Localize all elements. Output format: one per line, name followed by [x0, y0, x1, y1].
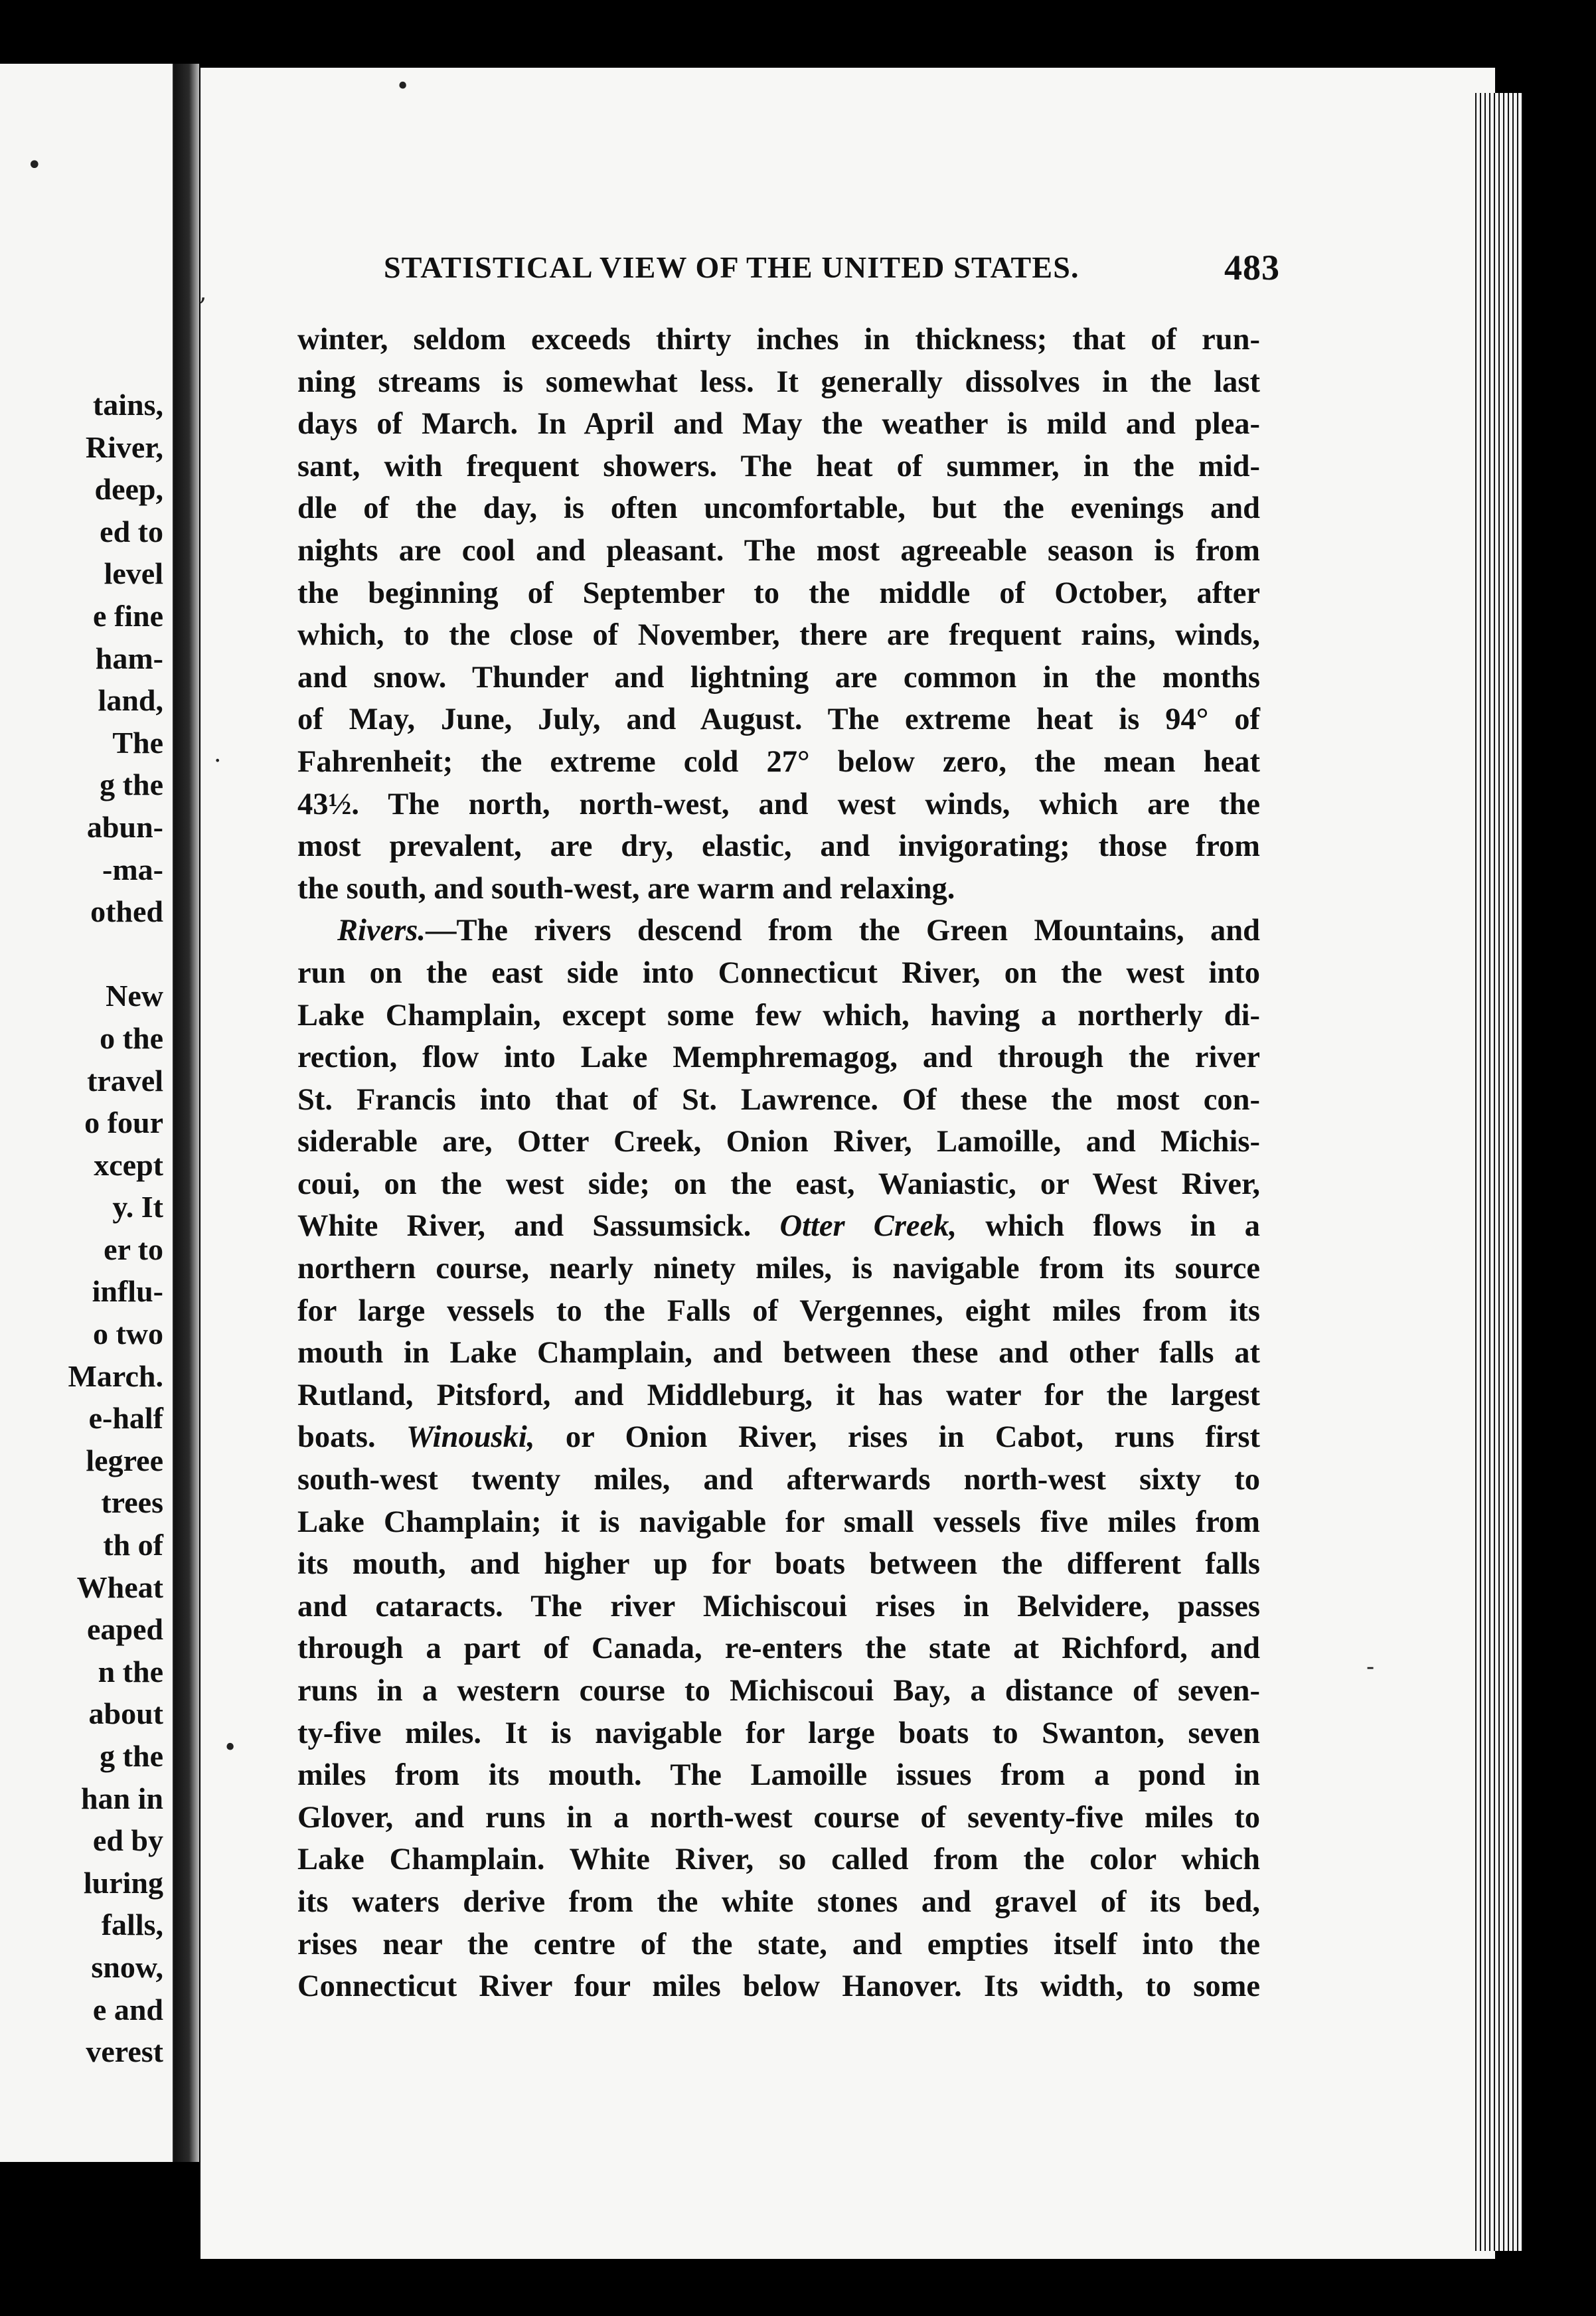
page-body — [297, 319, 1260, 2008]
text-line: Rutland, Pitsford, and Middleburg, it has water for the largest — [297, 1378, 1260, 1412]
left-page-fragment: The — [112, 725, 163, 760]
rivers-lines-b — [297, 1248, 1260, 1416]
text-line: winter, seldom exceeds thirty inches in thickness; that of run- — [297, 323, 1260, 357]
running-title: STATISTICAL VIEW OF THE UNITED STATES. — [384, 250, 1079, 284]
stray-mark: - — [1366, 1653, 1375, 1681]
text-line: and cataracts. The river Michiscoui rises in Belvidere, passes — [297, 1589, 1260, 1623]
left-page-fragment: g the — [100, 768, 163, 802]
rivers-lines-c — [297, 1459, 1260, 2008]
left-page-fragment: xcept — [94, 1147, 163, 1182]
text-line: Lake Champlain, except some few which, having a northerly di- — [297, 998, 1260, 1033]
text-line: the south, and south-west, are warm and relaxing. — [297, 871, 955, 906]
text-line — [297, 1416, 1260, 1459]
text-line: Glover, and runs in a north-west course of seventy-five miles to — [297, 1800, 1260, 1835]
text-line: ty-five miles. It is navigable for large boats to Swanton, seven — [297, 1716, 1260, 1750]
text-run: which flows in a — [985, 1209, 1260, 1244]
text-line: sant, with frequent showers. The heat of summer, in the mid- — [297, 449, 1260, 483]
stray-mark: · — [214, 748, 222, 775]
left-page-fragment: n the — [98, 1654, 163, 1689]
text-line: Lake Champlain. White River, so called from the color which — [297, 1843, 1260, 1877]
left-page-fragment: about — [88, 1696, 163, 1731]
text-line: the beginning of September to the middle of October, after — [297, 576, 1260, 610]
text-line: Lake Champlain; it is navigable for small vessels five miles from — [297, 1505, 1260, 1539]
text-line: run on the east side into Connecticut River, on the west into — [297, 955, 1260, 990]
text-line: St. Francis into that of St. Lawrence. Of these the most con- — [297, 1082, 1260, 1117]
text-line: and snow. Thunder and lightning are common in the months — [297, 660, 1260, 695]
text-line: coui, on the west side; on the east, Waniastic, or West River, — [297, 1167, 1260, 1201]
left-page-edge — [0, 64, 174, 2162]
left-page-fragment: falls, — [101, 1908, 163, 1942]
left-page-fragment: level — [104, 556, 163, 591]
left-page-fragment: tains, — [92, 388, 163, 422]
stray-mark: , — [199, 279, 207, 306]
text-run: boats. — [297, 1420, 376, 1455]
text-line: Connecticut River four miles below Hanover. Its width, to some — [297, 1969, 1260, 2004]
text-line: siderable are, Otter Creek, Onion River, Lamoille, and Michis- — [297, 1125, 1260, 1159]
river-name-winouski: Winouski, — [406, 1420, 535, 1455]
left-page-fragment: han in — [80, 1781, 163, 1815]
left-page-fragment: snow, — [91, 1949, 163, 1984]
left-page-fragment: g the — [100, 1739, 163, 1773]
river-name-otter-creek: Otter Creek, — [779, 1209, 957, 1244]
text-line: through a part of Canada, re-enters the state at Richford, and — [297, 1631, 1260, 1666]
left-page-fragment: e and — [92, 1992, 163, 2027]
stray-mark: • — [27, 150, 42, 181]
text-line: dle of the day, is often uncomfortable, but the evenings and — [297, 491, 1260, 526]
left-page-fragment: ham- — [95, 641, 163, 675]
left-page-fragment: ed to — [100, 514, 163, 548]
text-line: 43½. The north, north-west, and west winds, which are the — [297, 787, 1260, 821]
left-page-text-fragments — [68, 384, 163, 2073]
text-line — [297, 1205, 1260, 1248]
left-page-fragment: eaped — [87, 1612, 163, 1647]
stray-mark: • — [223, 1734, 238, 1762]
left-page-fragment: e-half — [88, 1401, 163, 1436]
left-page-fragment: e fine — [92, 598, 163, 633]
left-page-fragment: trees — [101, 1485, 163, 1520]
text-line: rises near the centre of the state, and empties itself into the — [297, 1927, 1260, 1961]
paragraph-rivers — [297, 910, 1260, 2007]
text-run: or Onion River, rises in Cabot, runs first — [565, 1420, 1260, 1455]
left-page-fragment: River, — [85, 430, 163, 464]
paragraph-climate — [297, 319, 1260, 910]
left-page-fragment: o two — [92, 1317, 163, 1351]
left-page-fragment: Wheat — [76, 1570, 163, 1604]
page-edges — [1475, 93, 1523, 2251]
left-page-fragment: deep, — [94, 472, 163, 507]
left-page-fragment: o the — [100, 1021, 163, 1055]
left-page-fragment: othed — [90, 894, 163, 929]
left-page-fragment: -ma- — [102, 852, 163, 886]
text-line: northern course, nearly ninety miles, is navigable from its source — [297, 1252, 1260, 1286]
left-page-fragment — [68, 933, 163, 975]
stray-mark: • — [396, 73, 410, 100]
left-page-fragment: y. It — [112, 1190, 163, 1224]
text-line: Fahrenheit; the extreme cold 27° below zero, the mean heat — [297, 744, 1260, 779]
running-header — [384, 248, 1280, 288]
text-line: most prevalent, are dry, elastic, and invigorating; those from — [297, 829, 1260, 864]
text-line: of May, June, July, and August. The extreme heat is 94° of — [297, 703, 1260, 737]
left-page-fragment: er to — [104, 1232, 163, 1266]
left-page-fragment: March. — [68, 1359, 163, 1393]
section-heading-rivers: Rivers. — [337, 914, 426, 948]
left-page-fragment: New — [106, 979, 163, 1013]
text-line — [297, 910, 1260, 952]
text-line: its mouth, and higher up for boats between the different falls — [297, 1547, 1260, 1582]
text-line: south-west twenty miles, and afterwards north-west sixty to — [297, 1463, 1260, 1497]
left-page-fragment: influ- — [92, 1274, 163, 1309]
text-line: runs in a western course to Michiscoui Bay, a distance of seven- — [297, 1674, 1260, 1708]
text-line: for large vessels to the Falls of Vergennes, eight miles from its — [297, 1293, 1260, 1328]
text-line: its waters derive from the white stones and gravel of its bed, — [297, 1884, 1260, 1919]
left-page-fragment: luring — [83, 1865, 163, 1900]
text-run: White River, and Sassumsick. — [297, 1209, 752, 1244]
left-page-fragment: abun- — [86, 809, 163, 844]
text-run: —The rivers descend from the Green Mountains, and — [426, 914, 1260, 948]
text-line: days of March. In April and May the weather is mild and plea- — [297, 407, 1260, 442]
left-page-fragment: travel — [87, 1063, 163, 1098]
page-number: 483 — [1224, 248, 1280, 288]
text-line: rection, flow into Lake Memphremagog, and through the river — [297, 1040, 1260, 1075]
left-page-fragment: verest — [86, 2034, 163, 2069]
text-line: mouth in Lake Champlain, and between these and other falls at — [297, 1336, 1260, 1370]
text-line: miles from its mouth. The Lamoille issues from a pond in — [297, 1758, 1260, 1793]
text-line: which, to the close of November, there are frequent rains, winds, — [297, 618, 1260, 653]
left-page-fragment: th of — [103, 1528, 163, 1562]
text-line: ning streams is somewhat less. It generally dissolves in the last — [297, 365, 1260, 399]
text-line: nights are cool and pleasant. The most agreeable season is from — [297, 533, 1260, 568]
left-page-fragment: o four — [84, 1106, 163, 1140]
left-page-fragment: land, — [98, 683, 163, 718]
rivers-lines-a — [297, 952, 1260, 1206]
left-page-fragment: ed by — [92, 1823, 163, 1858]
left-page-fragment: legree — [86, 1443, 163, 1477]
book-gutter — [174, 64, 199, 2162]
